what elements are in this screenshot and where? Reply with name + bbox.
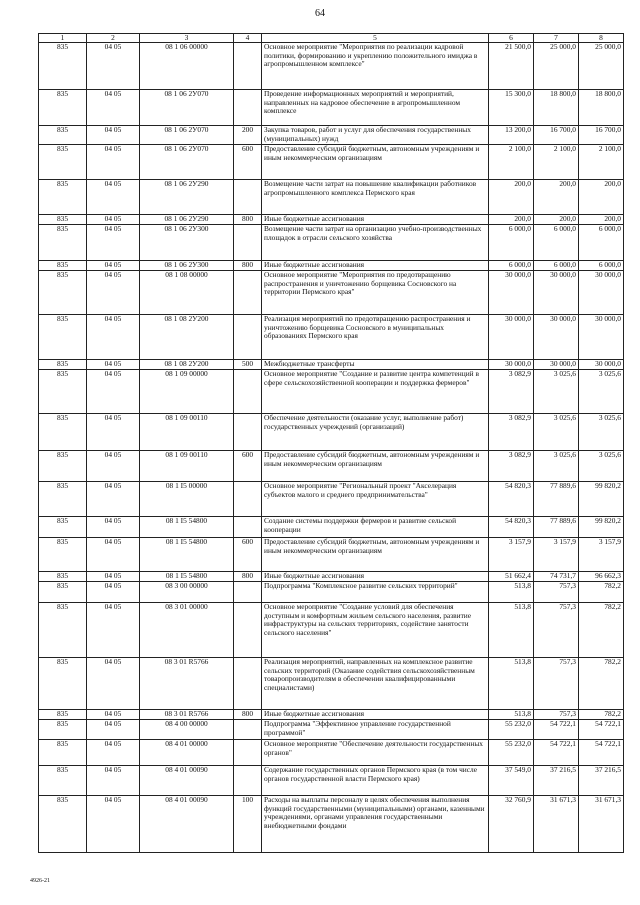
amount-2023-cell: 3 157,9 [579,538,624,572]
expense-type-cell [234,370,262,414]
target-article-cell: 08 3 00 00000 [140,582,234,603]
amount-2022-cell: 757,3 [534,658,579,710]
admin-code-cell: 835 [39,271,87,315]
table-row [39,315,624,360]
target-article-cell: 08 3 01 00000 [140,603,234,658]
expense-type-cell: 100 [234,796,262,853]
amount-2022-cell: 54 722,1 [534,740,579,766]
amount-2021-cell: 51 662,4 [489,572,534,582]
description-cell: Основное мероприятие "Мероприятия по предотвращению распространения и уничтожению борщевика Сосновского на территории Пермского края" [262,271,489,315]
footer-code: 4926-21 [30,878,50,884]
section-code-cell: 04 05 [87,451,140,482]
description-cell: Основное мероприятие "Создание условий для обеспечения доступным и комфортным жильем сельского населения, развитие инфраструктуры на сельских территориях, содействие занятости сельского населения" [262,603,489,658]
description-cell: Основное мероприятие "Обеспечение деятельности государственных органов" [262,740,489,766]
table-row [39,582,624,603]
amount-2023-cell: 200,0 [579,215,624,225]
description-cell: Проведение информационных мероприятий и мероприятий, направленных на кадровое обеспечение в агропромышленном комплексе [262,90,489,126]
description-cell: Возмещение части затрат на повышение квалификации работников агропромышленного комплекса Пермского края [262,180,489,215]
table-row [39,796,624,853]
admin-code-cell: 835 [39,766,87,796]
admin-code-cell: 835 [39,572,87,582]
section-code-cell: 04 05 [87,43,140,90]
expense-type-cell: 800 [234,572,262,582]
description-cell: Межбюджетные трансферты [262,360,489,370]
amount-2023-cell: 18 800,0 [579,90,624,126]
admin-code-cell: 835 [39,126,87,145]
target-article-cell: 08 1 06 2У290 [140,215,234,225]
section-code-cell: 04 05 [87,180,140,215]
description-cell: Основное мероприятие "Создание и развитие центра компетенций в сфере сельскохозяйственной кооперации и поддержка фермеров" [262,370,489,414]
amount-2023-cell: 3 025,6 [579,370,624,414]
admin-code-cell: 835 [39,451,87,482]
amount-2023-cell: 782,2 [579,658,624,710]
amount-2021-cell: 2 100,0 [489,145,534,180]
section-code-cell: 04 05 [87,658,140,710]
amount-2022-cell: 3 025,6 [534,414,579,451]
admin-code-cell: 835 [39,517,87,538]
amount-2023-cell: 30 000,0 [579,271,624,315]
section-code-cell: 04 05 [87,215,140,225]
amount-2023-cell: 31 671,3 [579,796,624,853]
column-header: 8 [579,34,624,43]
amount-2023-cell: 782,2 [579,582,624,603]
target-article-cell: 08 4 01 00090 [140,796,234,853]
target-article-cell: 08 1 09 00110 [140,451,234,482]
expense-type-cell [234,271,262,315]
amount-2022-cell: 54 722,1 [534,720,579,740]
amount-2021-cell: 21 500,0 [489,43,534,90]
description-cell: Основное мероприятие "Региональный проект "Акселерация субъектов малого и среднего предпринимательства" [262,482,489,517]
amount-2022-cell: 30 000,0 [534,271,579,315]
amount-2023-cell: 99 820,2 [579,517,624,538]
amount-2021-cell: 513,8 [489,658,534,710]
admin-code-cell: 835 [39,710,87,720]
column-header: 4 [234,34,262,43]
section-code-cell: 04 05 [87,414,140,451]
admin-code-cell: 835 [39,145,87,180]
column-header: 6 [489,34,534,43]
amount-2021-cell: 30 000,0 [489,315,534,360]
amount-2021-cell: 55 232,0 [489,740,534,766]
description-cell: Возмещение части затрат на организацию учебно-производственных площадок в отрасли сельского хозяйства [262,225,489,261]
table-row [39,766,624,796]
section-code-cell: 04 05 [87,740,140,766]
section-code-cell: 04 05 [87,582,140,603]
amount-2022-cell: 200,0 [534,215,579,225]
amount-2021-cell: 3 082,9 [489,370,534,414]
target-article-cell: 08 3 01 R5766 [140,710,234,720]
section-code-cell: 04 05 [87,603,140,658]
amount-2021-cell: 3 082,9 [489,414,534,451]
target-article-cell: 08 1 09 00110 [140,414,234,451]
expense-type-cell [234,43,262,90]
admin-code-cell: 835 [39,360,87,370]
target-article-cell: 08 1 I5 00000 [140,482,234,517]
amount-2022-cell: 30 000,0 [534,360,579,370]
amount-2022-cell: 77 889,6 [534,482,579,517]
admin-code-cell: 835 [39,225,87,261]
admin-code-cell: 835 [39,720,87,740]
table-row [39,180,624,215]
description-cell: Предоставление субсидий бюджетным, автономным учреждениям и иным некоммерческим организациям [262,538,489,572]
description-cell: Подпрограмма "Комплексное развитие сельских территорий" [262,582,489,603]
expense-type-cell [234,582,262,603]
amount-2022-cell: 74 731,7 [534,572,579,582]
section-code-cell: 04 05 [87,315,140,360]
target-article-cell: 08 1 I5 54800 [140,517,234,538]
amount-2022-cell: 6 000,0 [534,261,579,271]
expense-type-cell [234,517,262,538]
column-header: 1 [39,34,87,43]
amount-2021-cell: 3 157,9 [489,538,534,572]
amount-2023-cell: 30 000,0 [579,315,624,360]
description-cell: Предоставление субсидий бюджетным, автономным учреждениям и иным некоммерческим организациям [262,451,489,482]
table-row [39,225,624,261]
column-header: 5 [262,34,489,43]
admin-code-cell: 835 [39,582,87,603]
table-row [39,517,624,538]
expense-type-cell [234,225,262,261]
amount-2021-cell: 15 300,0 [489,90,534,126]
target-article-cell: 08 1 06 2У290 [140,180,234,215]
amount-2022-cell: 3 025,6 [534,451,579,482]
section-code-cell: 04 05 [87,517,140,538]
amount-2021-cell: 32 760,9 [489,796,534,853]
expense-type-cell [234,180,262,215]
section-code-cell: 04 05 [87,796,140,853]
amount-2021-cell: 6 000,0 [489,261,534,271]
target-article-cell: 08 3 01 R5766 [140,658,234,710]
target-article-cell: 08 1 06 2У300 [140,261,234,271]
amount-2022-cell: 16 700,0 [534,126,579,145]
section-code-cell: 04 05 [87,766,140,796]
description-cell: Иные бюджетные ассигнования [262,710,489,720]
description-cell: Иные бюджетные ассигнования [262,261,489,271]
amount-2021-cell: 37 549,0 [489,766,534,796]
amount-2021-cell: 30 000,0 [489,271,534,315]
amount-2022-cell: 3 025,6 [534,370,579,414]
expense-type-cell: 800 [234,261,262,271]
amount-2021-cell: 513,8 [489,603,534,658]
target-article-cell: 08 4 01 00000 [140,740,234,766]
description-cell: Основное мероприятие "Мероприятия по реализации кадровой политики, формированию и укреплению положительного имиджа в агропромышленном комплексе" [262,43,489,90]
expense-type-cell [234,482,262,517]
amount-2023-cell: 99 820,2 [579,482,624,517]
amount-2021-cell: 30 000,0 [489,360,534,370]
amount-2023-cell: 3 025,6 [579,451,624,482]
amount-2023-cell: 16 700,0 [579,126,624,145]
table-row [39,710,624,720]
column-header: 7 [534,34,579,43]
expense-type-cell [234,658,262,710]
table-row [39,370,624,414]
amount-2022-cell: 757,3 [534,582,579,603]
target-article-cell: 08 1 06 2У070 [140,126,234,145]
table-body [39,43,624,853]
expense-type-cell [234,766,262,796]
page-number: 64 [315,8,325,19]
target-article-cell: 08 1 06 00000 [140,43,234,90]
expense-type-cell: 600 [234,451,262,482]
amount-2021-cell: 13 200,0 [489,126,534,145]
description-cell: Иные бюджетные ассигнования [262,215,489,225]
section-code-cell: 04 05 [87,126,140,145]
target-article-cell: 08 1 08 2У200 [140,360,234,370]
section-code-cell: 04 05 [87,271,140,315]
amount-2022-cell: 757,3 [534,603,579,658]
amount-2023-cell: 6 000,0 [579,225,624,261]
expense-type-cell: 200 [234,126,262,145]
admin-code-cell: 835 [39,315,87,360]
admin-code-cell: 835 [39,538,87,572]
expense-type-cell [234,720,262,740]
table-row [39,740,624,766]
amount-2022-cell: 200,0 [534,180,579,215]
description-cell: Реализация мероприятий, направленных на комплексное развитие сельских территорий (Оказание содействия сельскохозяйственным товаропроизводителям в обеспечении квалифицированными специалистами) [262,658,489,710]
amount-2021-cell: 6 000,0 [489,225,534,261]
table-row [39,271,624,315]
section-code-cell: 04 05 [87,360,140,370]
description-cell: Обеспечение деятельности (оказание услуг, выполнение работ) государственных учреждений (организаций) [262,414,489,451]
amount-2023-cell: 200,0 [579,180,624,215]
description-cell: Расходы на выплаты персоналу в целях обеспечения выполнения функций государственными (муниципальными) органами, казенными учреждениями, органами управления государственными внебюджетными фондами [262,796,489,853]
target-article-cell: 08 1 08 2У200 [140,315,234,360]
table-row [39,90,624,126]
amount-2023-cell: 6 000,0 [579,261,624,271]
amount-2022-cell: 6 000,0 [534,225,579,261]
amount-2021-cell: 55 232,0 [489,720,534,740]
target-article-cell: 08 1 06 2У070 [140,145,234,180]
budget-table [38,33,624,853]
target-article-cell: 08 1 06 2У300 [140,225,234,261]
description-cell: Предоставление субсидий бюджетным, автономным учреждениям и иным некоммерческим организациям [262,145,489,180]
table-row [39,261,624,271]
column-header: 3 [140,34,234,43]
description-cell: Иные бюджетные ассигнования [262,572,489,582]
amount-2021-cell: 54 820,3 [489,482,534,517]
admin-code-cell: 835 [39,180,87,215]
column-header: 2 [87,34,140,43]
target-article-cell: 08 4 01 00090 [140,766,234,796]
amount-2023-cell: 3 025,6 [579,414,624,451]
admin-code-cell: 835 [39,261,87,271]
description-cell: Содержание государственных органов Пермского края (в том числе органов государственной власти Пермского края) [262,766,489,796]
amount-2022-cell: 77 889,6 [534,517,579,538]
admin-code-cell: 835 [39,740,87,766]
section-code-cell: 04 05 [87,572,140,582]
table-row [39,43,624,90]
description-cell: Создание системы поддержки фермеров и развитие сельской кооперации [262,517,489,538]
section-code-cell: 04 05 [87,538,140,572]
expense-type-cell: 600 [234,145,262,180]
amount-2022-cell: 25 000,0 [534,43,579,90]
amount-2022-cell: 757,3 [534,710,579,720]
amount-2021-cell: 200,0 [489,180,534,215]
amount-2021-cell: 513,8 [489,710,534,720]
section-code-cell: 04 05 [87,145,140,180]
description-cell: Закупка товаров, работ и услуг для обеспечения государственных (муниципальных) нужд [262,126,489,145]
admin-code-cell: 835 [39,658,87,710]
section-code-cell: 04 05 [87,710,140,720]
amount-2022-cell: 30 000,0 [534,315,579,360]
table-row [39,451,624,482]
amount-2023-cell: 782,2 [579,603,624,658]
admin-code-cell: 835 [39,414,87,451]
target-article-cell: 08 1 I5 54800 [140,572,234,582]
admin-code-cell: 835 [39,796,87,853]
amount-2022-cell: 2 100,0 [534,145,579,180]
description-cell: Реализация мероприятий по предотвращению распространения и уничтожению борщевика Сосновского в муниципальных образованиях Пермского края [262,315,489,360]
amount-2023-cell: 37 216,5 [579,766,624,796]
section-code-cell: 04 05 [87,261,140,271]
amount-2023-cell: 96 662,3 [579,572,624,582]
admin-code-cell: 835 [39,215,87,225]
target-article-cell: 08 1 I5 54800 [140,538,234,572]
table-row [39,145,624,180]
table-row [39,482,624,517]
section-code-cell: 04 05 [87,370,140,414]
expense-type-cell [234,740,262,766]
expense-type-cell [234,603,262,658]
expense-type-cell [234,315,262,360]
amount-2022-cell: 18 800,0 [534,90,579,126]
table-row [39,658,624,710]
table-row [39,360,624,370]
expense-type-cell [234,90,262,126]
description-cell: Подпрограмма "Эффективное управление государственной программой" [262,720,489,740]
amount-2023-cell: 54 722,1 [579,740,624,766]
admin-code-cell: 835 [39,370,87,414]
amount-2023-cell: 30 000,0 [579,360,624,370]
amount-2022-cell: 31 671,3 [534,796,579,853]
admin-code-cell: 835 [39,90,87,126]
table-row [39,572,624,582]
table-row [39,603,624,658]
target-article-cell: 08 1 09 00000 [140,370,234,414]
expense-type-cell [234,414,262,451]
admin-code-cell: 835 [39,603,87,658]
admin-code-cell: 835 [39,482,87,517]
amount-2022-cell: 3 157,9 [534,538,579,572]
expense-type-cell: 500 [234,360,262,370]
table-row [39,215,624,225]
amount-2021-cell: 200,0 [489,215,534,225]
section-code-cell: 04 05 [87,225,140,261]
amount-2021-cell: 54 820,3 [489,517,534,538]
amount-2023-cell: 54 722,1 [579,720,624,740]
amount-2021-cell: 513,8 [489,582,534,603]
section-code-cell: 04 05 [87,720,140,740]
expense-type-cell: 600 [234,538,262,572]
target-article-cell: 08 1 08 00000 [140,271,234,315]
table-row [39,720,624,740]
admin-code-cell: 835 [39,43,87,90]
amount-2021-cell: 3 082,9 [489,451,534,482]
amount-2022-cell: 37 216,5 [534,766,579,796]
section-code-cell: 04 05 [87,482,140,517]
table-row [39,126,624,145]
target-article-cell: 08 4 00 00000 [140,720,234,740]
amount-2023-cell: 2 100,0 [579,145,624,180]
amount-2023-cell: 782,2 [579,710,624,720]
section-code-cell: 04 05 [87,90,140,126]
table-row [39,414,624,451]
expense-type-cell: 800 [234,215,262,225]
table-row [39,538,624,572]
amount-2023-cell: 25 000,0 [579,43,624,90]
expense-type-cell: 800 [234,710,262,720]
target-article-cell: 08 1 06 2У070 [140,90,234,126]
